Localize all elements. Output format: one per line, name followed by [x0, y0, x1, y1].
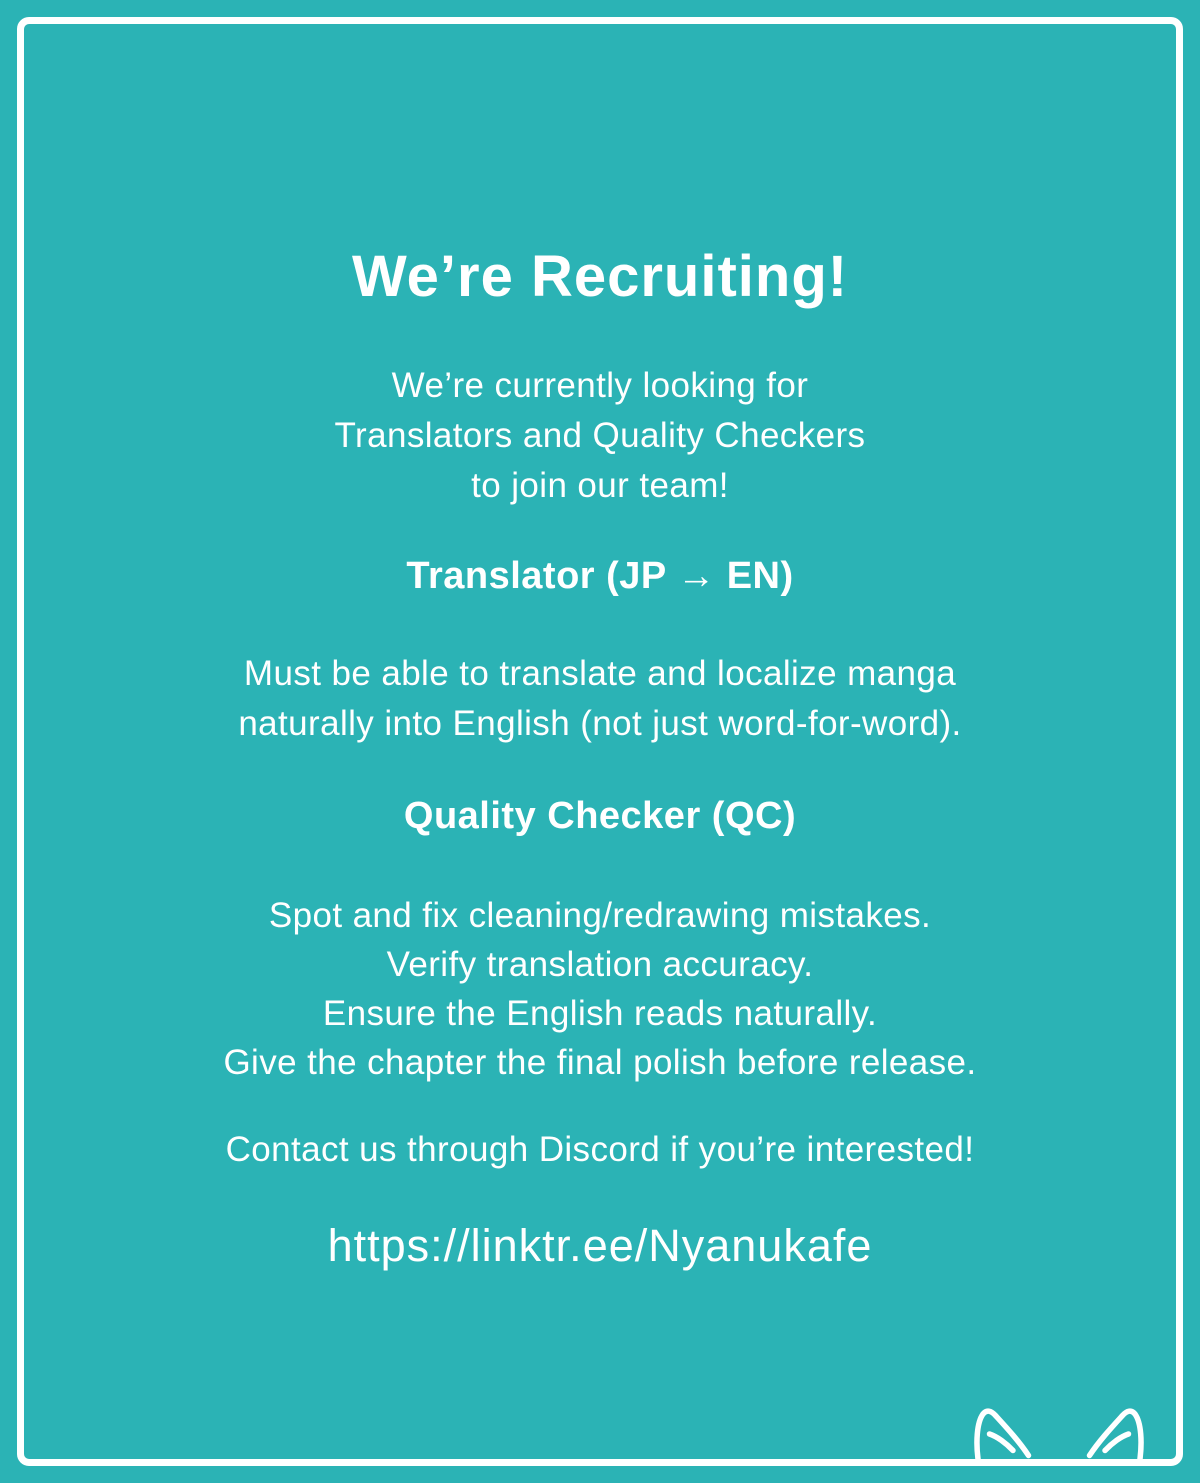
qc-role-description [0, 891, 1200, 1087]
qc-role-heading: Quality Checker (QC) [403, 795, 797, 837]
qc-duty-line: Spot and fix cleaning/redrawing mistakes. [268, 896, 932, 935]
intro-line: to join our team! [471, 466, 729, 505]
translator-requirement-line: naturally into English (not just word-for-word). [238, 704, 962, 743]
cat-ears-icon [973, 1407, 1145, 1459]
linktree-link[interactable]: https://linktr.ee/Nyanukafe [327, 1220, 873, 1271]
translator-role-description [0, 649, 1200, 749]
qc-duty-line: Give the chapter the final polish before release. [223, 1043, 977, 1082]
intro-line: Translators and Quality Checkers [334, 416, 866, 455]
qc-duty-line: Verify translation accuracy. [386, 945, 814, 984]
intro-text [0, 361, 1200, 511]
translator-role-heading: Translator (JP → EN) [406, 555, 794, 597]
contact-instruction: Contact us through Discord if you’re interested! [225, 1130, 975, 1169]
qc-duty-line: Ensure the English reads naturally. [322, 994, 878, 1033]
page-title: We’re Recruiting! [351, 244, 849, 309]
intro-line: We’re currently looking for [391, 366, 809, 405]
translator-requirement-line: Must be able to translate and localize manga [243, 654, 957, 693]
